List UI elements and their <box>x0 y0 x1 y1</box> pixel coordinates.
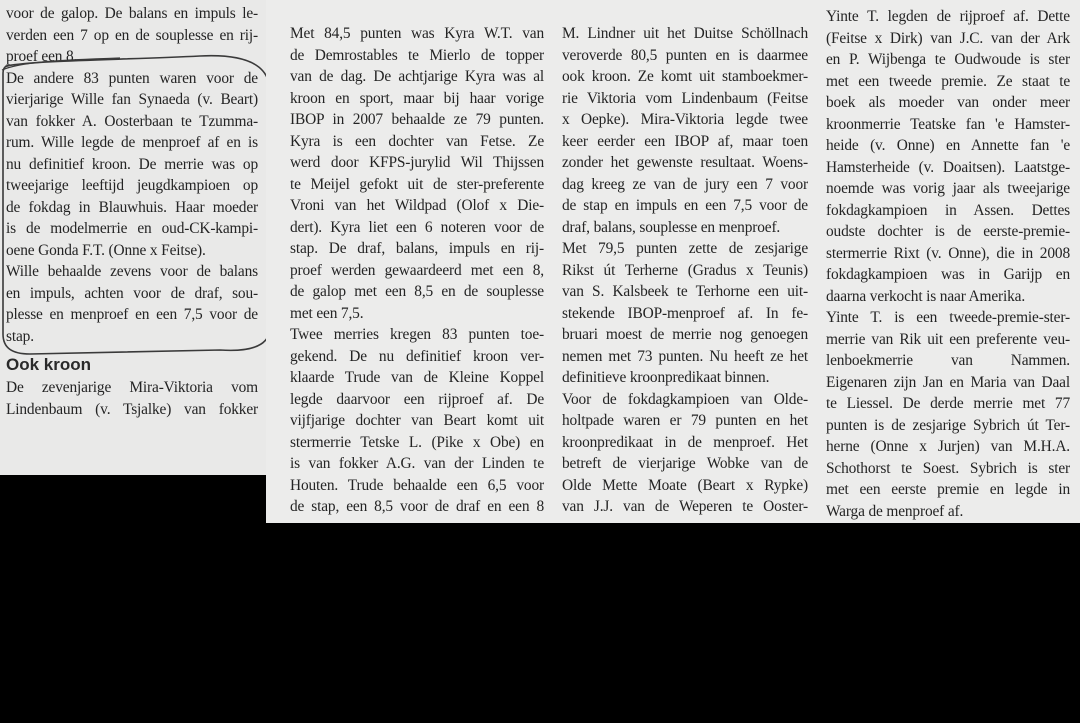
text-line: is van fokker A.G. van der Linden te <box>290 455 544 472</box>
text-line: stap. De draf, balans, impuls en rij- <box>290 240 544 257</box>
text-line: kroonmerrie Teatske fan 'e Hamster- <box>826 115 1070 133</box>
text-line: de galop met een 8,5 en de souplesse <box>290 283 544 300</box>
text-line: van S. Kalsbeek te Terhorne een uit- <box>562 283 808 300</box>
after-heading-text <box>6 377 258 420</box>
text-line: draf, balans, souplesse en menproef. <box>562 218 781 236</box>
text-line: De zevenjarige Mira-Viktoria vom <box>6 379 258 396</box>
text-line: verden een 7 op en de souplesse en rij- <box>6 26 258 44</box>
text-line: (Feitse x Dirk) van J.C. van der Ark <box>826 29 1070 47</box>
article-column-3 <box>562 23 808 518</box>
text-line: M. Lindner uit het Duitse Schöllnach <box>562 25 808 42</box>
text-line: werd door KFPS-jurylid Wil Thijssen <box>290 154 544 171</box>
text-line: fokdagkampioen in Assen. Dettes <box>826 201 1070 219</box>
text-line: Rikst út Terherne (Gradus x Teunis) <box>562 261 808 279</box>
text-line: kroon en sport, maar bij haar vorige <box>290 89 544 107</box>
text-line: met een tweede premie. Ze staat te <box>826 72 1070 90</box>
text-line: Vroni van het Wildpad (Olof x Die- <box>290 197 544 214</box>
text-line: stekende IBOP-menproef af. In fe- <box>562 304 808 322</box>
text-line: Twee merries kregen 83 punten toe- <box>290 326 544 343</box>
text-line: gekend. De nu definitief kroon ver- <box>290 347 544 365</box>
text-line: holtpade waren er 79 punten en het <box>562 412 808 429</box>
text-line: punten is de zesjarige Sybrich út Ter- <box>826 416 1070 434</box>
text-line: met een eerste premie en legde in <box>826 481 1070 498</box>
text-line: de stap en impuls en een 7,5 voor de <box>562 197 808 214</box>
text-line: Schothorst te Soest. Sybrich is ster <box>826 459 1070 477</box>
text-line: van J.J. van de Weperen te Ooster- <box>562 498 808 515</box>
text-line: bruari moest de merrie nog genoegen <box>562 326 808 343</box>
text-line: vijfjarige dochter van Beart komt uit <box>290 412 544 429</box>
text-line: betreft de vierjarige Wobke van de <box>562 455 808 472</box>
text-line: voor de galop. De balans en impuls le- <box>6 5 258 22</box>
circled-paragraph <box>6 68 258 348</box>
text-line: veroverde 80,5 punten en is daarmee <box>562 46 808 64</box>
clipping-right <box>266 0 1080 523</box>
text-line: daarna verkocht is naar Amerika. <box>826 287 1026 305</box>
text-line: legde daarvoor een rijproef af. De <box>290 390 544 408</box>
text-line: oudste dochter is de eerste-premie- <box>826 223 1070 240</box>
text-line: Voor de fokdagkampioen van Olde- <box>562 390 808 408</box>
text-line: stermerrie Rixt (v. Onne), die in 2008 <box>826 244 1070 262</box>
text-line: ook kroon. Ze komt uit stamboekmer- <box>562 68 808 85</box>
text-line: en P. Wijbenga te Oudwoude is ster <box>826 51 1070 68</box>
text-line: met een 7,5. <box>290 304 364 322</box>
text-line: x Oepke). Mira-Viktoria legde twee <box>562 111 808 128</box>
text-line: te Liessel. De derde merrie met 77 <box>826 395 1070 412</box>
text-line: nu definitief kroon. De merrie was op <box>6 155 258 173</box>
text-line: stap. <box>6 327 34 345</box>
text-line: klaarde Trude van de Kleine Koppel <box>290 369 544 386</box>
text-line: Met 79,5 punten zette de zesjarige <box>562 240 808 257</box>
text-line: Yinte T. is een tweede-premie-ster- <box>826 309 1070 326</box>
text-line: nemen met 73 punten. Nu heeft ze het <box>562 347 808 365</box>
text-line: Hamsterheide (v. Doaitsen). Laatstge- <box>826 158 1070 176</box>
text-line: heide (v. Onne) en Annette fan 'e <box>826 137 1070 154</box>
text-line: rie Viktoria vom Lindenbaum (Feitse <box>562 89 808 107</box>
text-line: Yinte T. legden de rijproef af. Dette <box>826 8 1070 25</box>
clipping-left <box>0 0 280 475</box>
text-line: kroonpredikaat in de menproef. Het <box>562 433 808 451</box>
article-column-4 <box>826 6 1070 522</box>
text-line: lenboekmerrie van Nammen. <box>826 352 1070 369</box>
text-line: Olde Mette Moate (Beart x Rypke) <box>562 476 808 494</box>
text-line: te Meijel gefokt uit de ster-preferente <box>290 175 544 193</box>
text-line: IBOP in 2007 behaalde ze 79 punten. <box>290 111 544 128</box>
section-heading: Ook kroon <box>6 355 92 374</box>
text-line: Eigenaren zijn Jan en Maria van Daal <box>826 373 1070 391</box>
text-line: Met 84,5 punten was Kyra W.T. van <box>290 25 544 42</box>
text-line: van de dag. De achtjarige Kyra was al <box>290 68 544 85</box>
text-line: plesse en menproef en een 7,5 voor de <box>6 306 258 323</box>
text-line: noemde was vorig jaar als tweejarige <box>826 180 1070 197</box>
text-line: proef werden gewaardeerd met een 8, <box>290 261 544 279</box>
text-line: zonder het gewenste resultaat. Woens- <box>562 154 808 171</box>
text-line: fokdagkampioen was in Garijp en <box>826 266 1070 283</box>
text-line: oene Gonda F.T. (Onne x Feitse). <box>6 241 206 259</box>
text-line: Lindenbaum (v. Tsjalke) van fokker <box>6 400 258 418</box>
text-line: keer eerder een IBOP af, maar toen <box>562 132 808 150</box>
text-line: merrie van Rik uit een preferente veu- <box>826 330 1070 348</box>
text-line: de stap, een 8,5 voor de draf en een 8 <box>290 498 544 515</box>
text-line: Houten. Trude behaalde een 6,5 voor <box>290 476 544 494</box>
text-line: dert). Kyra liet een 6 noteren voor de <box>290 218 544 236</box>
text-line: de Demrostables te Mierlo de topper <box>290 46 544 64</box>
text-line: rum. Wille legde de menproef af en is <box>6 134 258 151</box>
text-line: definitieve kroonpredikaat binnen. <box>562 369 770 386</box>
text-line: is de modelmerrie en oud-CK-kampi- <box>6 220 258 237</box>
text-line: stermerrie Tetske L. (Pike x Obe) en <box>290 433 544 451</box>
intro-text <box>6 3 258 68</box>
text-line: dag kreeg ze van de jury een 7 voor <box>562 175 808 193</box>
text-line: Warga de menproef af. <box>826 502 964 520</box>
left-column <box>6 3 258 420</box>
text-line: van fokker A. Oosterbaan te Tzumma- <box>6 112 258 130</box>
text-line: vierjarige Wille fan Synaeda (v. Beart) <box>6 91 258 108</box>
text-line: Wille behaalde zevens voor de balans <box>6 263 258 280</box>
text-line: en impuls, achten voor de draf, sou- <box>6 284 258 302</box>
text-line: herne (Onne x Jurjen) van M.H.A. <box>826 438 1070 455</box>
text-line: Kyra is een dochter van Fetse. Ze <box>290 132 544 150</box>
article-column-2 <box>290 23 544 518</box>
text-line: proef een 8. <box>6 48 78 65</box>
text-line: boek als moeder van onder meer <box>826 94 1070 111</box>
text-line: De andere 83 punten waren voor de <box>6 69 258 87</box>
text-line: tweejarige leeftijd jeugdkampioen op <box>6 177 258 194</box>
text-line: de fokdag in Blauwhuis. Haar moeder <box>6 198 258 216</box>
